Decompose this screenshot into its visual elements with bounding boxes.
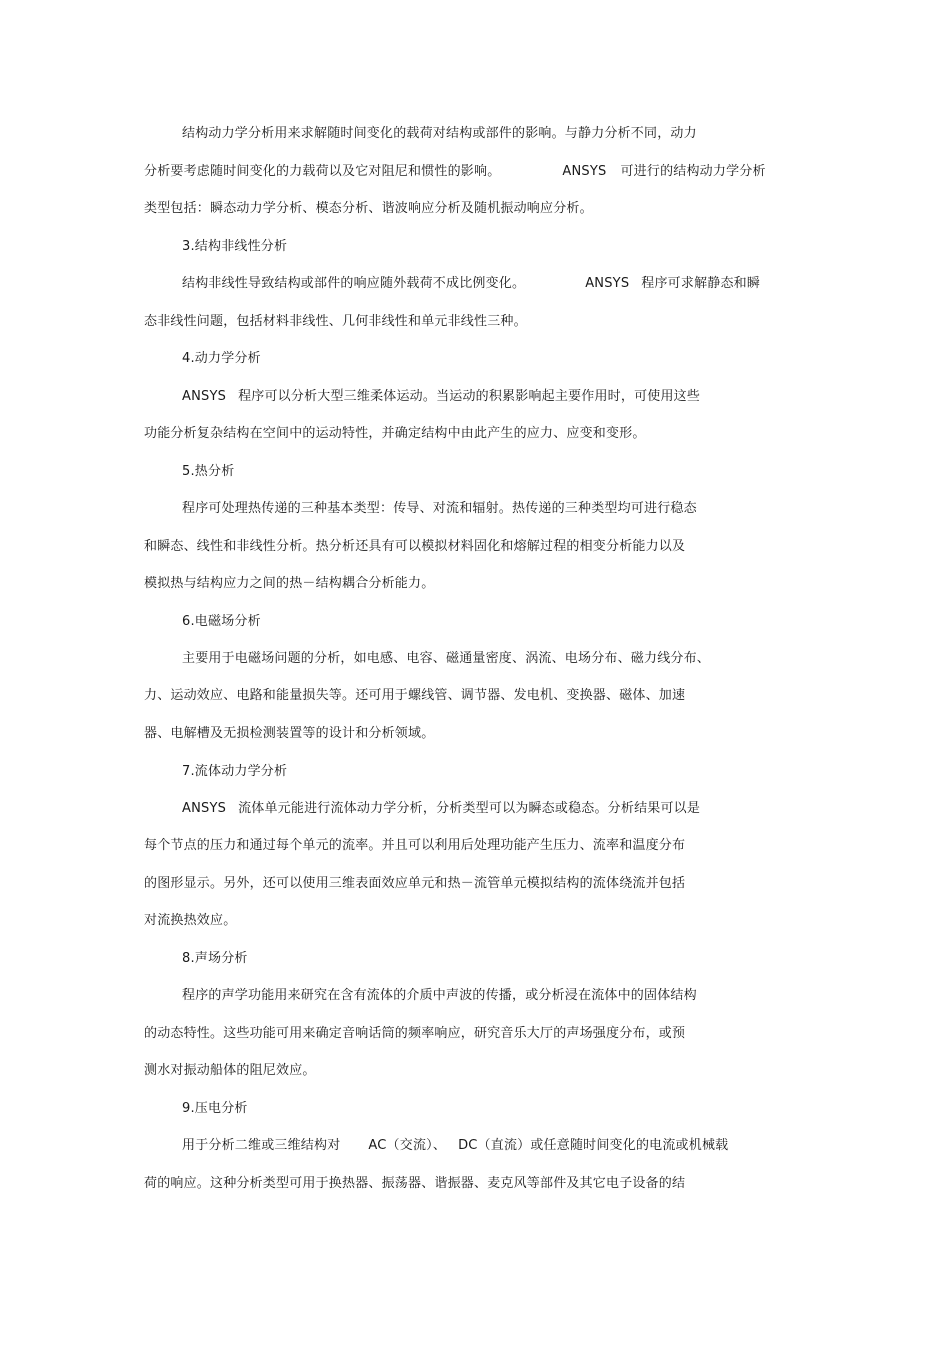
- paragraph-line: 结构动力学分析用来求解随时间变化的载荷对结构或部件的影响。与静力分析不同，动力: [182, 126, 697, 141]
- section-heading: 5.热分析: [182, 464, 235, 479]
- paragraph-line: 用于分析二维或三维结构对 AC（交流）、 DC（直流）或任意随时间变化的电流或机械载: [182, 1138, 729, 1153]
- paragraph-line: 类型包括：瞬态动力学分析、模态分析、谐波响应分析及随机振动响应分析。: [144, 201, 593, 216]
- section-heading: 4.动力学分析: [182, 351, 261, 366]
- paragraph-line: 功能分析复杂结构在空间中的运动特性，并确定结构中由此产生的应力、应变和变形。: [144, 426, 646, 441]
- section-heading: 6.电磁场分析: [182, 614, 261, 629]
- paragraph-line: 主要用于电磁场问题的分析，如电感、电容、磁通量密度、涡流、电场分布、磁力线分布、: [182, 651, 711, 666]
- paragraph-line: ANSYS 程序可以分析大型三维柔体运动。当运动的积累影响起主要作用时，可使用这些: [182, 389, 701, 404]
- paragraph-line: 模拟热与结构应力之间的热－结构耦合分析能力。: [144, 576, 435, 591]
- paragraph-line: 分析要考虑随时间变化的力载荷以及它对阻尼和惯性的影响。 ANSYS 可进行的结构动力学分析: [144, 164, 766, 179]
- section-heading: 9.压电分析: [182, 1101, 248, 1116]
- section-heading: 7.流体动力学分析: [182, 764, 288, 779]
- paragraph-line: 测水对振动船体的阻尼效应。: [144, 1063, 316, 1078]
- paragraph-line: 器、电解槽及无损检测装置等的设计和分析领域。: [144, 726, 435, 741]
- paragraph-line: 程序的声学功能用来研究在含有流体的介质中声波的传播，或分析浸在流体中的固体结构: [182, 988, 697, 1003]
- section-heading: 8.声场分析: [182, 951, 248, 966]
- paragraph-line: 荷的响应。这种分析类型可用于换热器、振荡器、谐振器、麦克风等部件及其它电子设备的结: [144, 1176, 686, 1191]
- paragraph-line: 对流换热效应。: [144, 913, 237, 928]
- section-heading: 3.结构非线性分析: [182, 239, 288, 254]
- paragraph-line: 和瞬态、线性和非线性分析。热分析还具有可以模拟材料固化和熔解过程的相变分析能力以及: [144, 539, 686, 554]
- paragraph-line: 力、运动效应、电路和能量损失等。还可用于螺线管、调节器、发电机、变换器、磁体、加速: [144, 688, 686, 703]
- paragraph-line: 的动态特性。这些功能可用来确定音响话筒的频率响应，研究音乐大厅的声场强度分布，或预: [144, 1026, 686, 1041]
- paragraph-line: 的图形显示。另外，还可以使用三维表面效应单元和热－流管单元模拟结构的流体绕流并包括: [144, 876, 686, 891]
- paragraph-line: 态非线性问题，包括材料非线性、几何非线性和单元非线性三种。: [144, 314, 527, 329]
- paragraph-line: 每个节点的压力和通过每个单元的流率。并且可以利用后处理功能产生压力、流率和温度分布: [144, 838, 686, 853]
- paragraph-line: 结构非线性导致结构或部件的响应随外载荷不成比例变化。 ANSYS 程序可求解静态和瞬: [182, 276, 761, 291]
- paragraph-line: ANSYS 流体单元能进行流体动力学分析，分析类型可以为瞬态或稳态。分析结果可以是: [182, 801, 701, 816]
- paragraph-line: 程序可处理热传递的三种基本类型：传导、对流和辐射。热传递的三种类型均可进行稳态: [182, 501, 697, 516]
